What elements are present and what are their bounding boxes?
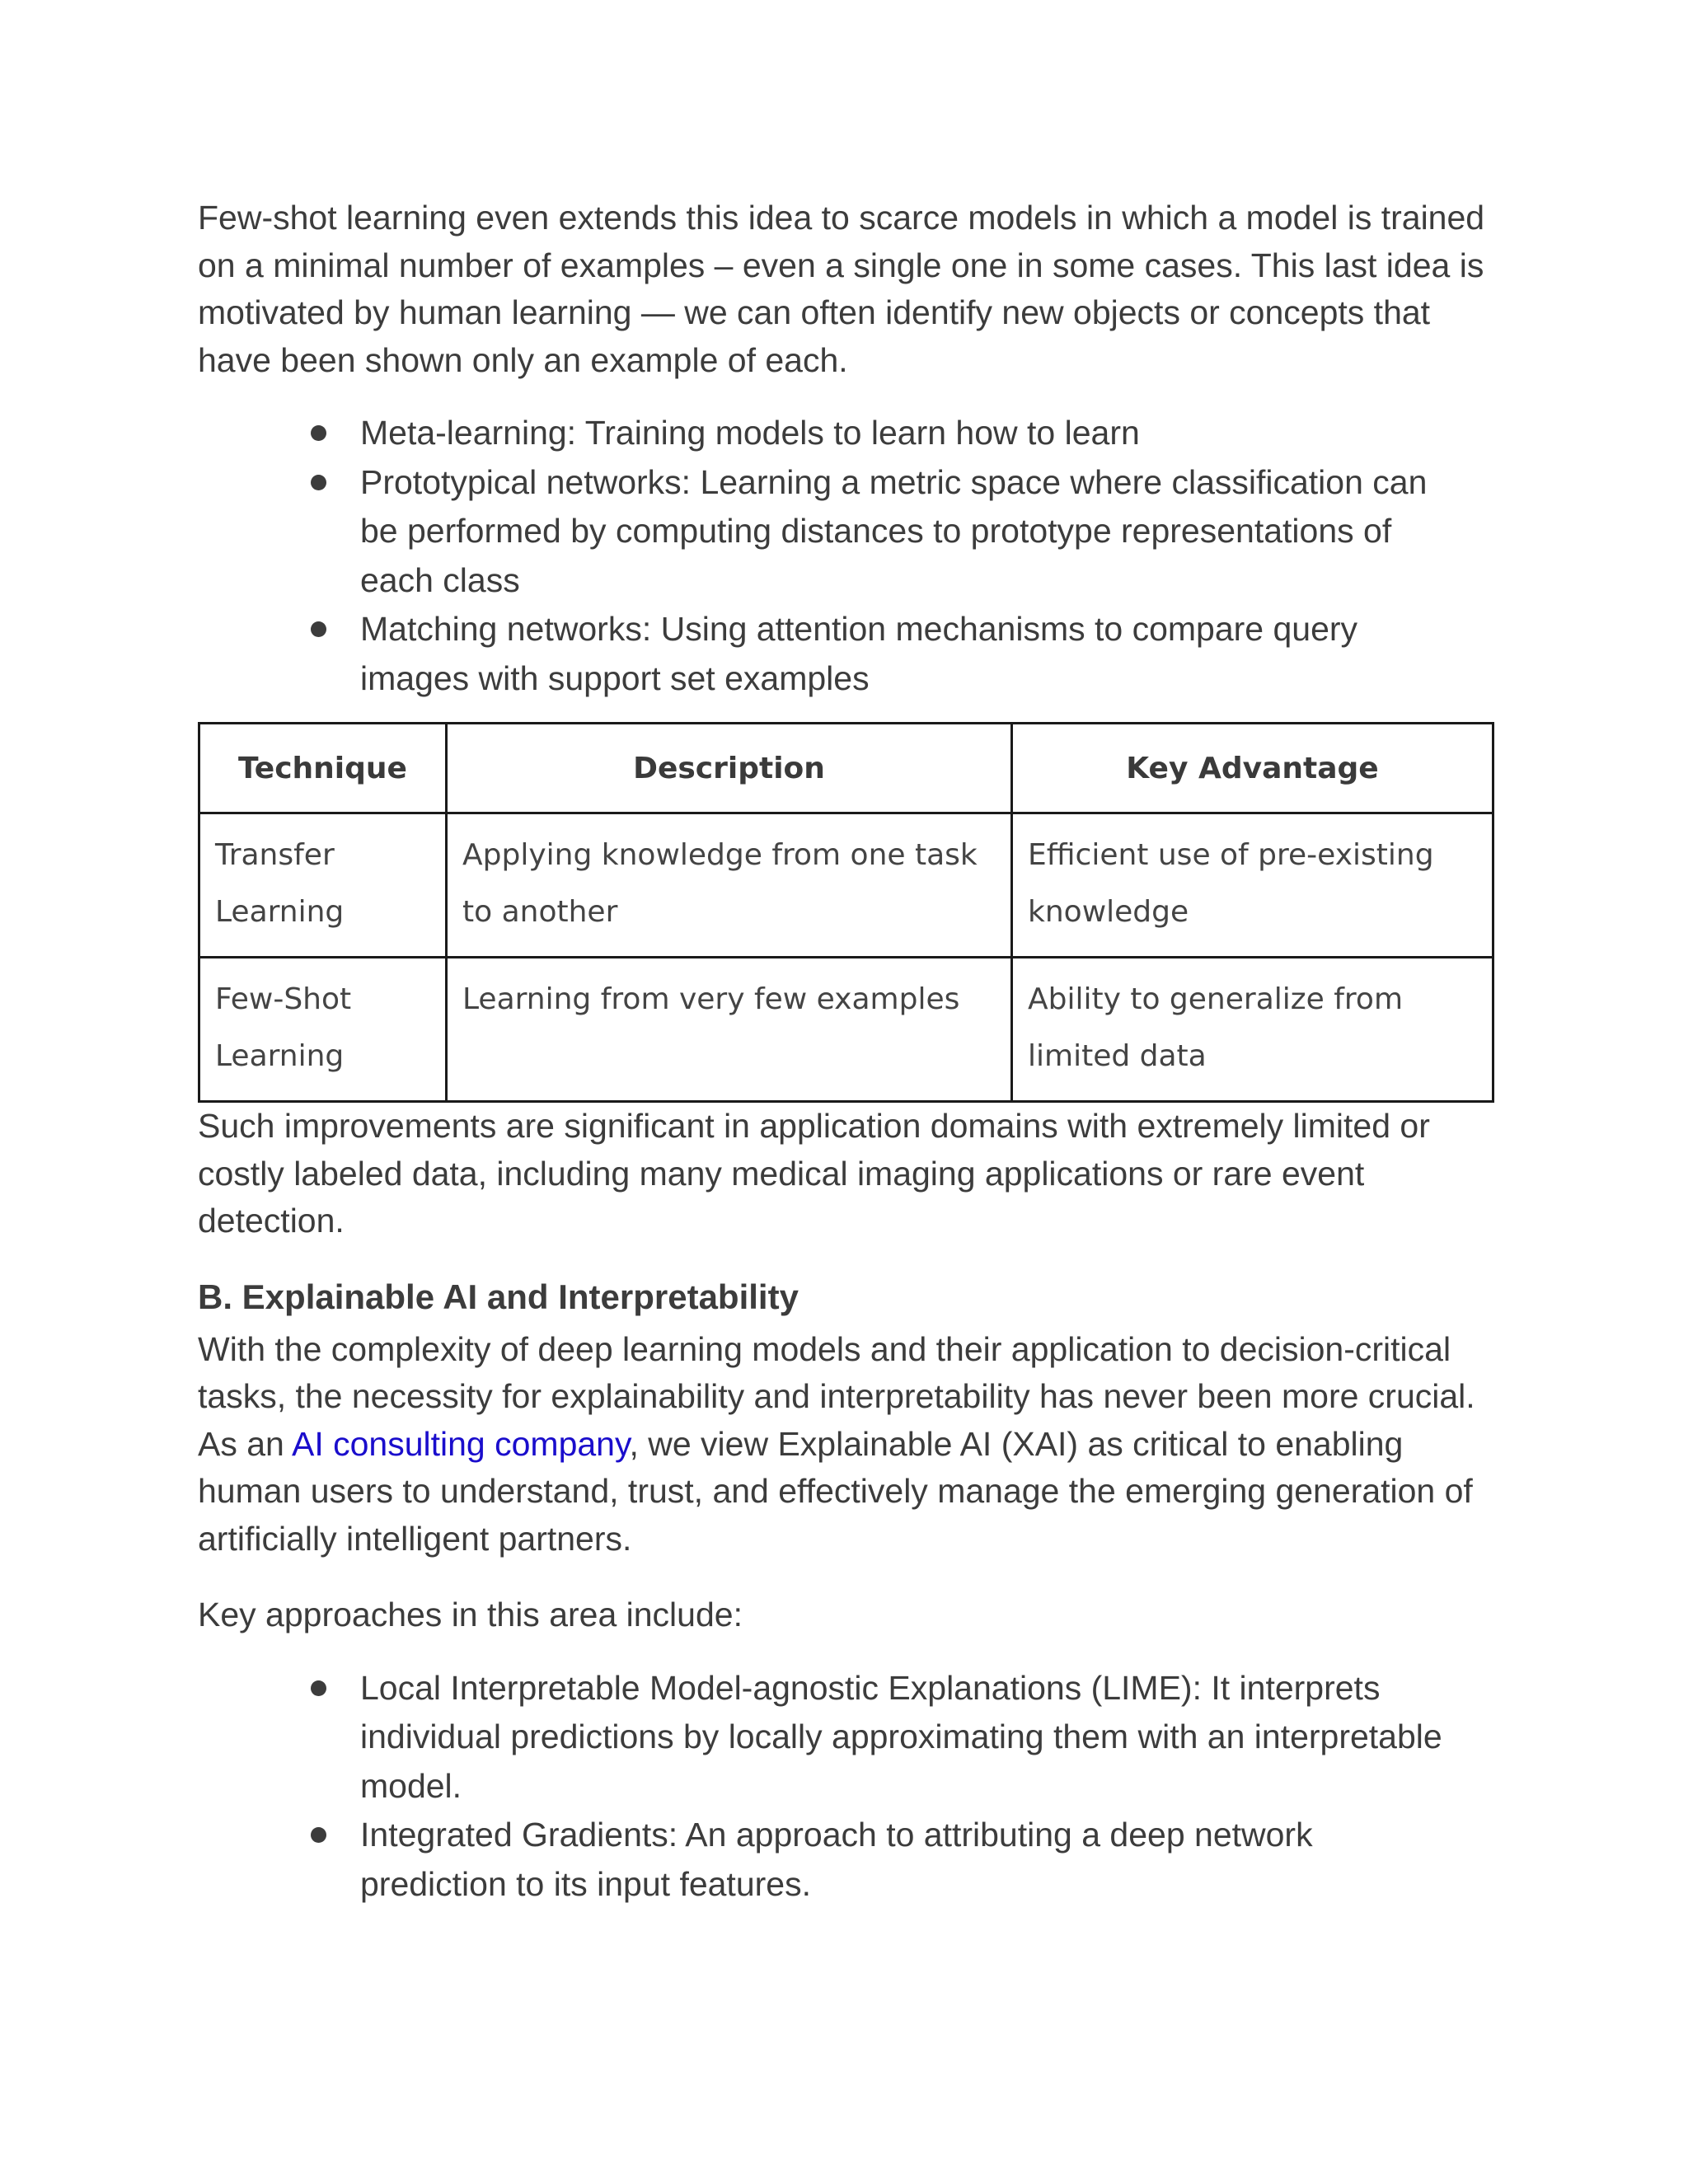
list-item: Integrated Gradients: An approach to attributing a deep network prediction to its input features. [360,1811,1492,1909]
header-description: Description [447,724,1012,813]
bullet-icon [311,1827,326,1843]
ai-consulting-link[interactable]: AI consulting company [291,1424,630,1463]
bullet-icon [311,425,326,441]
table-cell: Applying knowledge from one task to another [447,813,1012,958]
intro-paragraph: Few-shot learning even extends this idea to scarce models in which a model is trained on a minimal number of examples – even a single one in some cases. This last idea is motivated by human learning — we can often identify new objects or concepts that have been shown only an example of each. [198,199,1485,379]
list-item: Matching networks: Using attention mechanisms to compare query images with support set examples [360,605,1492,703]
document-page [198,194,1492,1909]
header-technique: Technique [199,724,447,813]
after-table-paragraph: Such improvements are significant in application domains with extremely limited or costly labeled data, including many medical imaging applications or rare event detection. [198,1107,1430,1240]
table-cell: Learning from very few examples [447,958,1012,1102]
table-row [199,958,1493,1102]
bullet-icon [311,475,326,490]
bullet-icon [311,1680,326,1696]
techniques-table [198,722,1494,1103]
xai-approaches-list [198,1664,1492,1910]
list-item: Meta-learning: Training models to learn how to learn [360,409,1492,458]
header-key-advantage: Key Advantage [1012,724,1493,813]
table-cell: Few-Shot Learning [199,958,447,1102]
table-header-row [199,724,1493,813]
few-shot-methods-list [198,409,1492,703]
table-row [199,813,1493,958]
section-heading: B. Explainable AI and Interpretability [198,1277,799,1316]
table-cell: Transfer Learning [199,813,447,958]
key-approaches-intro: Key approaches in this area include: [198,1596,743,1633]
list-item: Local Interpretable Model-agnostic Explanations (LIME): It interprets individual predictions by locally approximating them with an interpretable model. [360,1664,1492,1811]
table-cell: Efficient use of pre-existing knowledge [1012,813,1493,958]
xai-paragraph: With the complexity of deep learning models and their application to decision-critical tasks, the necessity for explainability and interpretability has never been more crucial. As an AI consulting company, we view Explainable AI (XAI) as critical to enabling human users to understand, trust, and effectively manage the emerging generation of artificially intelligent partners. [198,1329,1475,1558]
list-item: Prototypical networks: Learning a metric space where classification can be performed by computing distances to prototype representations of each class [360,458,1492,606]
table-cell: Ability to generalize from limited data [1012,958,1493,1102]
bullet-icon [311,621,326,637]
